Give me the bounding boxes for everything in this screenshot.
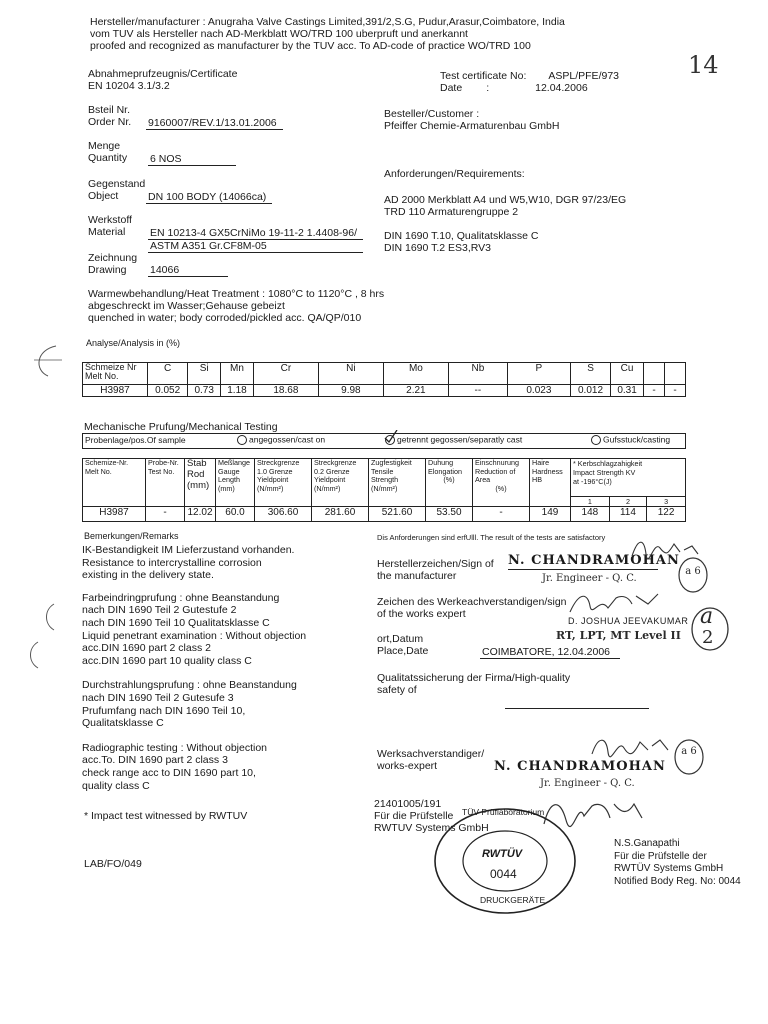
object-label bbox=[88, 178, 145, 202]
table-cell: 281.60 bbox=[312, 507, 369, 522]
option-label: angegossen/cast on bbox=[249, 434, 326, 445]
drawing-label-en: Drawing bbox=[88, 264, 127, 277]
table-header-cell bbox=[83, 459, 146, 507]
header-text: Reduction of bbox=[475, 466, 516, 476]
place-label: Place,Date bbox=[377, 645, 429, 658]
works-expert-sign-label bbox=[377, 596, 567, 620]
remark-line: Prufumfang nach DIN 1690 Teil 10, bbox=[82, 704, 246, 717]
place-label: ort,Datum bbox=[377, 633, 424, 645]
table-cell: 60.0 bbox=[216, 507, 255, 522]
hand-circle-text: a 6 bbox=[681, 746, 697, 757]
signature-scribble-icon bbox=[566, 588, 666, 618]
tuv-reference: 21401005/191 bbox=[374, 798, 442, 810]
sign-label: of the works expert bbox=[377, 608, 466, 621]
tuv-signatory-line: RWTÜV Systems GmbH bbox=[614, 863, 724, 874]
expert-stamp-title: RT, LPT, MT Level II bbox=[556, 629, 681, 642]
header-text: Zugfestigkeit bbox=[371, 458, 412, 467]
header-text: at -196°C(J) bbox=[573, 477, 612, 486]
order-number: 9160007/REV.1/13.01.2006 bbox=[146, 117, 283, 130]
material-label bbox=[88, 214, 132, 238]
requirements-lines bbox=[384, 194, 626, 218]
option-cast-on bbox=[237, 435, 325, 445]
remarks-label: Bemerkungen/Remarks bbox=[84, 531, 179, 541]
header-text: Streckgrenze bbox=[314, 458, 357, 467]
sign-label: the manufacturer bbox=[377, 570, 457, 583]
table-cell: - bbox=[473, 507, 530, 522]
table-header-cell: P bbox=[507, 363, 570, 385]
date-value: 12.04.2006 bbox=[535, 82, 588, 95]
table-header-cell: Mn bbox=[221, 363, 254, 385]
header-text: Melt No. bbox=[85, 466, 112, 476]
requirement-line: DIN 1690 T.2 ES3,RV3 bbox=[384, 242, 492, 255]
table-cell: 0.73 bbox=[188, 385, 221, 397]
place-date-label bbox=[377, 633, 428, 657]
table-header-cell bbox=[571, 459, 686, 497]
option-casting bbox=[591, 435, 670, 445]
remark-line: Resistance to intercrystalline corrosion bbox=[82, 556, 262, 569]
margin-mark-icon bbox=[26, 340, 66, 380]
table-cell: 114 bbox=[609, 507, 646, 522]
material-line: EN 10213-4 GX5CrNiMo 19-11-2 1.4408-96/ bbox=[148, 227, 363, 240]
table-header-cell: Cr bbox=[253, 363, 318, 385]
table-header-cell bbox=[530, 459, 571, 507]
sign-label: Herstellerzeichen/Sign of bbox=[377, 558, 494, 570]
table-cell: H3987 bbox=[83, 385, 148, 397]
table-cell: - bbox=[644, 385, 665, 397]
remark-line: Durchstrahlungsprufung : ohne Beanstandung bbox=[82, 679, 297, 692]
header-text: Stab bbox=[187, 458, 207, 469]
test-cert-number: ASPL/PFE/973 bbox=[548, 70, 619, 82]
table-header-cell bbox=[255, 459, 312, 507]
header-text: * Kerbschlagzahigkeit bbox=[573, 459, 643, 468]
requirement-line: TRD 110 Armaturengruppe 2 bbox=[384, 206, 519, 219]
heat-header-en: Melt No. bbox=[85, 371, 119, 382]
header-text: (N/mm²) bbox=[257, 483, 284, 493]
header-text: 0.2 Grenze bbox=[314, 466, 350, 476]
table-cell: H3987 bbox=[83, 507, 146, 522]
table-cell: 9.98 bbox=[318, 385, 383, 397]
date-label: Date bbox=[440, 82, 463, 95]
remarks-text bbox=[82, 544, 306, 792]
seal-top-text: TÜV Prüflaboratorium bbox=[462, 807, 545, 817]
option-separately-cast bbox=[385, 435, 522, 445]
table-cell: 12.02 bbox=[185, 507, 216, 522]
table-header-cell bbox=[369, 459, 426, 507]
sample-label: Probenlage/pos.Of sample bbox=[85, 435, 186, 445]
manufacturer-stamp-title: Jr. Engineer - Q. C. bbox=[542, 573, 637, 584]
heat-treatment bbox=[88, 288, 384, 324]
seal-bottom-text: DRUCKGERÄTE bbox=[480, 895, 546, 905]
margin-mark-icon bbox=[40, 602, 60, 632]
header-text: Strength bbox=[371, 475, 399, 485]
table-header-cell: S bbox=[570, 363, 610, 385]
requirement-line: DIN 1690 T.10, Qualitatsklasse C bbox=[384, 230, 539, 242]
header-text: Hardness bbox=[532, 466, 563, 476]
remark-spacer bbox=[82, 667, 306, 679]
remark-spacer bbox=[82, 582, 306, 592]
table-cell: 0.052 bbox=[148, 385, 188, 397]
remark-line: check range acc to DIN 1690 part 10, bbox=[82, 766, 256, 779]
quantity-label-de: Menge bbox=[88, 140, 121, 152]
table-cell: 1.18 bbox=[221, 385, 254, 397]
header-text: (mm) bbox=[187, 479, 210, 491]
header-text: Rod bbox=[187, 468, 205, 480]
table-cell: 53.50 bbox=[426, 507, 473, 522]
header-text: (%) bbox=[495, 483, 507, 493]
object-value: DN 100 BODY (14066ca) bbox=[146, 191, 272, 204]
impact-witness-note: * Impact test witnessed by RWTUV bbox=[84, 810, 248, 822]
table-row bbox=[83, 363, 686, 385]
heat-treatment-line: quenched in water; body corroded/pickled acc. QA/QP/010 bbox=[88, 312, 362, 325]
quantity-label-en: Quantity bbox=[88, 152, 128, 165]
header-text: Duhung bbox=[428, 458, 454, 467]
checkmark-icon bbox=[384, 430, 398, 444]
order-label-de: Bsteil Nr. bbox=[88, 104, 131, 116]
table-header-cell: Si bbox=[188, 363, 221, 385]
table-cell: -- bbox=[448, 385, 507, 397]
works-expert-text: Werksachverstandiger/ bbox=[377, 748, 485, 760]
analysis-title: Analyse/Analysis in (%) bbox=[86, 338, 181, 348]
table-header-cell bbox=[216, 459, 255, 507]
table-header-cell: 3 bbox=[647, 497, 686, 507]
table-cell: 149 bbox=[530, 507, 571, 522]
table-cell: 148 bbox=[571, 507, 610, 522]
material-line: ASTM A351 Gr.CF8M-05 bbox=[148, 240, 363, 253]
quality-safety-label bbox=[377, 672, 570, 696]
radio-checked-icon bbox=[385, 435, 395, 445]
header-line: vom TUV als Hersteller nach AD-Merkblatt WO/TRD 100 uberpruft und anerkannt bbox=[90, 28, 468, 41]
table-cell: 0.012 bbox=[570, 385, 610, 397]
material-value bbox=[148, 227, 363, 253]
remark-line: nach DIN 1690 Teil 2 Gutesufe 3 bbox=[82, 691, 234, 704]
requirements-label: Anforderungen/Requirements: bbox=[384, 168, 525, 180]
remark-line: Farbeindringprufung : ohne Beanstandung bbox=[82, 591, 280, 604]
material-label-de: Werkstoff bbox=[88, 214, 132, 226]
table-header-cell bbox=[83, 363, 148, 385]
header-text: Tensile bbox=[371, 466, 394, 476]
header-text: Elongation bbox=[428, 466, 462, 476]
header-text: Streckgrenze bbox=[257, 458, 300, 467]
chemical-analysis-table bbox=[82, 362, 686, 397]
option-label: Gufsstuck/casting bbox=[603, 434, 671, 445]
place-date-value: COIMBATORE, 12.04.2006 bbox=[480, 646, 620, 659]
requirements-lines-2 bbox=[384, 230, 538, 254]
table-cell: - bbox=[665, 385, 686, 397]
mechanical-title: Mechanische Prufung/Mechanical Testing bbox=[84, 421, 278, 433]
header-text: HB bbox=[532, 475, 542, 485]
table-cell: 2.21 bbox=[383, 385, 448, 397]
option-label: getrennt gegossen/separatly cast bbox=[397, 434, 523, 445]
handwritten-page-number: 14 bbox=[688, 51, 719, 79]
remark-line: nach DIN 1690 Teil 2 Gutestufe 2 bbox=[82, 604, 237, 617]
table-cell: 0.31 bbox=[611, 385, 644, 397]
seal-center-text: RWTÜV bbox=[482, 848, 523, 860]
table-header-cell bbox=[665, 363, 686, 385]
table-cell: 0.023 bbox=[507, 385, 570, 397]
table-header-cell: 1 bbox=[571, 497, 610, 507]
tuv-signatory-line: Notified Body Reg. No: 0044 bbox=[614, 875, 741, 887]
sample-position-row bbox=[82, 433, 686, 449]
certificate-title-line: Abnahmeprufzeugnis/Certificate bbox=[88, 68, 238, 80]
header-line: proofed and recognized as manufacturer by the TUV acc. To AD-code of practice WO/TRD 100 bbox=[90, 40, 531, 53]
table-cell: - bbox=[146, 507, 185, 522]
works-expert-text: works-expert bbox=[377, 760, 438, 773]
form-number: LAB/FO/049 bbox=[84, 858, 142, 870]
mechanical-testing-table bbox=[82, 458, 686, 522]
object-label-en: Object bbox=[88, 190, 119, 203]
works-expert-stamp-title: Jr. Engineer - Q. C. bbox=[540, 778, 635, 789]
table-row bbox=[83, 385, 686, 397]
table-header-cell bbox=[312, 459, 369, 507]
tuv-label: RWTUV Systems GmbH bbox=[374, 822, 489, 835]
manufacturer-header bbox=[90, 16, 565, 52]
quantity-label bbox=[88, 140, 127, 164]
seal-number: 0044 bbox=[490, 867, 517, 881]
table-cell: 18.68 bbox=[253, 385, 318, 397]
header-line: Hersteller/manufacturer : Anugraha Valve Castings Limited,391/2,S.G, Pudur,Arasur,Coimbatore, India bbox=[90, 16, 565, 28]
remark-line: acc.To. DIN 1690 part 2 class 3 bbox=[82, 754, 228, 767]
works-expert-stamp-name: N. CHANDRAMOHAN bbox=[494, 759, 666, 774]
remark-line: acc.DIN 1690 part 2 class 2 bbox=[82, 642, 211, 655]
object-label-de: Gegenstand bbox=[88, 178, 146, 190]
table-header-cell: Mo bbox=[383, 363, 448, 385]
quality-safety-line bbox=[505, 708, 649, 709]
header-text: Gauge bbox=[218, 466, 240, 476]
tuv-seal bbox=[430, 806, 580, 916]
table-header-cell bbox=[146, 459, 185, 507]
satisfactory-note: Dis Anforderungen sind erfUlll. The result of the tests are satisfactory bbox=[377, 533, 606, 542]
header-text: Impact Strength KV bbox=[573, 468, 636, 477]
drawing-value: 14066 bbox=[148, 264, 228, 277]
table-cell: 306.60 bbox=[255, 507, 312, 522]
test-certificate-block bbox=[440, 70, 619, 94]
header-text: (mm) bbox=[218, 483, 235, 493]
safety-label: Qualitatssicherung der Firma/High-quality bbox=[377, 672, 571, 684]
header-text: (N/mm²) bbox=[371, 483, 398, 493]
remark-line: IK-Bestandigkeit IM Lieferzustand vorhanden. bbox=[82, 544, 295, 556]
header-text: Haire bbox=[532, 458, 550, 467]
header-text: (%) bbox=[443, 475, 455, 485]
works-expert-label bbox=[377, 748, 484, 772]
margin-mark-icon bbox=[24, 640, 44, 670]
heat-treatment-line: Warmewbehandlung/Heat Treatment : 1080°C to 1120°C , 8 hrs bbox=[88, 288, 385, 300]
remark-line: quality class C bbox=[82, 779, 150, 792]
header-text: (N/mm²) bbox=[314, 483, 341, 493]
customer-name: Pfeiffer Chemie-Armaturenbau GmbH bbox=[384, 120, 560, 133]
customer-label: Besteller/Customer : bbox=[384, 108, 480, 120]
header-text: Einschnurung bbox=[475, 458, 519, 467]
header-text: Schemize-Nr. bbox=[85, 458, 129, 467]
expert-stamp-name: D. JOSHUA JEEVAKUMAR bbox=[568, 616, 689, 626]
certificate-standard: EN 10204 3.1/3.2 bbox=[88, 80, 170, 93]
stamp-name: N. CHANDRAMOHAN bbox=[508, 553, 680, 568]
table-header-cell: Cu bbox=[611, 363, 644, 385]
remark-line: Qualitatsklasse C bbox=[82, 717, 164, 730]
header-text: Yieldpoint bbox=[257, 475, 289, 485]
remark-spacer bbox=[82, 730, 306, 742]
remark-line: acc.DIN 1690 part 10 quality class C bbox=[82, 654, 252, 667]
table-header-cell: Ni bbox=[318, 363, 383, 385]
header-text: Test No. bbox=[148, 466, 175, 476]
sign-label: Zeichen des Werkeachverstandigen/sign bbox=[377, 596, 567, 608]
date-colon: : bbox=[486, 82, 490, 95]
order-label bbox=[88, 104, 131, 128]
table-cell: 521.60 bbox=[369, 507, 426, 522]
safety-label: safety of bbox=[377, 684, 417, 697]
requirement-line: AD 2000 Merkblatt A4 und W5,W10, DGR 97/23/EG bbox=[384, 194, 627, 206]
heat-treatment-line: abgeschreckt im Wasser;Gehause gebeizt bbox=[88, 300, 285, 313]
table-row bbox=[83, 459, 686, 497]
table-row bbox=[83, 507, 686, 522]
table-header-cell bbox=[185, 459, 216, 507]
table-cell: 122 bbox=[647, 507, 686, 522]
table-header-cell: 2 bbox=[609, 497, 646, 507]
table-header-cell: C bbox=[148, 363, 188, 385]
hand-circle-text: a 6 bbox=[685, 566, 701, 577]
header-text: 1.0 Grenze bbox=[257, 466, 293, 476]
signature-scribble-icon bbox=[588, 732, 678, 762]
handwritten-initial-a: a bbox=[700, 604, 714, 629]
remark-line: existing in the delivery state. bbox=[82, 569, 214, 582]
test-cert-label: Test certificate No: bbox=[440, 70, 527, 82]
remark-line: nach DIN 1690 Teil 10 Qualitatsklasse C bbox=[82, 616, 270, 629]
header-text: Area bbox=[475, 475, 491, 485]
tuv-signatory bbox=[614, 838, 741, 888]
material-label-en: Material bbox=[88, 226, 126, 239]
table-header-cell bbox=[644, 363, 665, 385]
header-text: Length bbox=[218, 475, 240, 485]
remark-line: Radiographic testing : Without objection bbox=[82, 741, 268, 754]
radio-icon bbox=[237, 435, 247, 445]
handwritten-number-2: 2 bbox=[702, 627, 714, 648]
table-header-cell bbox=[473, 459, 530, 507]
certificate-title bbox=[88, 68, 237, 92]
heat-header-de: Schmeize Nr bbox=[85, 362, 137, 372]
header-text: Probe-Nr. bbox=[148, 458, 179, 467]
radio-icon bbox=[591, 435, 601, 445]
manufacturer-sign-label bbox=[377, 558, 494, 582]
drawing-label-de: Zeichnung bbox=[88, 252, 138, 264]
tuv-signatory-line: N.S.Ganapathi bbox=[614, 838, 680, 849]
header-text: Yieldpoint bbox=[314, 475, 346, 485]
customer-block bbox=[384, 108, 559, 132]
tuv-label: Für die Prüfstelle bbox=[374, 810, 454, 823]
header-text: Meßlange bbox=[218, 458, 250, 467]
quantity-value: 6 NOS bbox=[148, 153, 236, 166]
remark-line: Liquid penetrant examination : Without objection bbox=[82, 629, 307, 642]
drawing-label bbox=[88, 252, 137, 276]
table-header-cell bbox=[426, 459, 473, 507]
table-header-cell: Nb bbox=[448, 363, 507, 385]
order-label-en: Order Nr. bbox=[88, 116, 132, 129]
tuv-signatory-line: Für die Prüfstelle der bbox=[614, 850, 707, 862]
